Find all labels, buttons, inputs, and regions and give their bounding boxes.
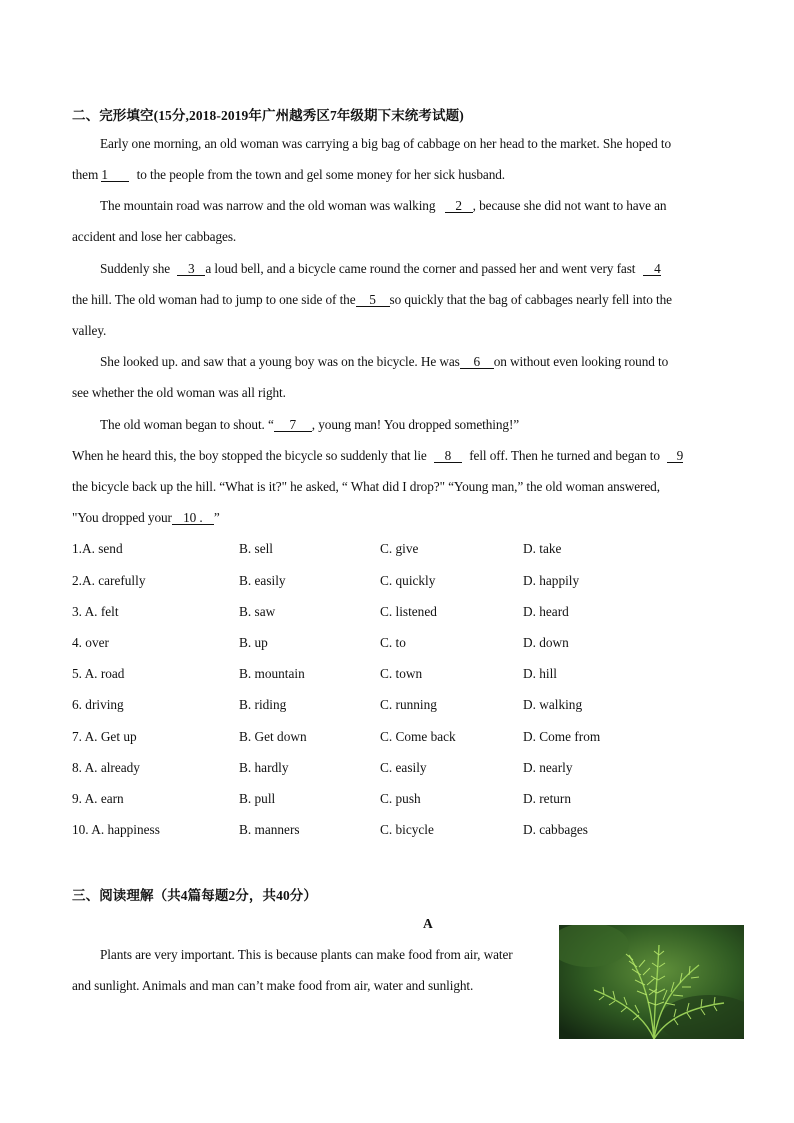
passage-text: a loud bell, and a bicycle came round the corner and passed her and went very fast	[205, 261, 636, 276]
option-1d: D. take	[523, 541, 562, 556]
passage-line: valley.	[72, 323, 107, 338]
passage-line	[100, 198, 667, 214]
passage-text: Suddenly she	[100, 261, 171, 276]
option-4c: C. to	[380, 635, 406, 650]
passage-text: "You dropped your	[72, 510, 172, 525]
option-2d: D. happily	[523, 573, 580, 588]
passage-line: the bicycle back up the hill. “What is it?" he asked, “ What did I drop?" “Young man,” the old woman answered,	[72, 479, 660, 494]
blank-6: 6	[460, 355, 494, 369]
passage-line	[72, 292, 672, 308]
passage-text: the hill. The old woman had to jump to one side of the	[72, 292, 356, 307]
option-4b: B. up	[239, 635, 268, 650]
option-5b: B. mountain	[239, 666, 305, 681]
option-3a: 3. A. felt	[72, 604, 119, 619]
passage-text: The old woman began to shout. “	[100, 417, 274, 432]
option-6b: B. riding	[239, 697, 287, 712]
passage-line	[72, 448, 683, 464]
passage-text: ”	[213, 510, 220, 525]
passage-line	[72, 167, 505, 183]
option-10a: 10. A. happiness	[72, 822, 160, 837]
section-heading-cloze: 二、完形填空(15分,2018-2019年广州越秀区7年级期下末统考试题)	[72, 108, 464, 123]
option-3b: B. saw	[239, 604, 276, 619]
option-5a: 5. A. road	[72, 666, 125, 681]
option-9c: C. push	[380, 791, 421, 806]
fern-illustration	[559, 925, 744, 1039]
option-4d: D. down	[523, 635, 569, 650]
option-10c: C. bicycle	[380, 822, 434, 837]
fern-photo	[559, 925, 744, 1039]
option-5d: D. hill	[523, 666, 557, 681]
option-6a: 6. driving	[72, 697, 124, 712]
blank-5: 5	[356, 293, 390, 307]
option-5c: C. town	[380, 666, 423, 681]
blank-1: 1	[101, 168, 129, 182]
option-10b: B. manners	[239, 822, 300, 837]
option-6c: C. running	[380, 697, 437, 712]
option-9a: 9. A. earn	[72, 791, 124, 806]
option-8c: C. easily	[380, 760, 427, 775]
passage-text: so quickly that the bag of cabbages nearly fell into the	[389, 292, 672, 307]
blank-7: 7	[274, 418, 312, 432]
option-7b: B. Get down	[239, 729, 307, 744]
option-9b: B. pull	[239, 791, 276, 806]
passage-text: , because she did not want to have an	[472, 198, 667, 213]
option-8a: 8. A. already	[72, 760, 140, 775]
option-1a: 1.A. send	[72, 541, 123, 556]
blank-10: 10 .	[172, 511, 214, 525]
option-4a: 4. over	[72, 635, 109, 650]
option-1b: B. sell	[239, 541, 273, 556]
section-heading-reading: 三、阅读理解（共4篇每题2分，共40分）	[72, 888, 317, 903]
option-2c: C. quickly	[380, 573, 436, 588]
passage-line	[100, 354, 668, 370]
passage-text: to the people from the town and gel some money for her sick husband.	[136, 167, 506, 182]
blank-9: 9	[667, 449, 683, 463]
option-10d: D. cabbages	[523, 822, 588, 837]
passage-line: see whether the old woman was all right.	[72, 385, 286, 400]
passage-text: She looked up. and saw that a young boy was on the bicycle. He was	[100, 354, 460, 369]
option-8d: D. nearly	[523, 760, 573, 775]
option-2b: B. easily	[239, 573, 286, 588]
option-3c: C. listened	[380, 604, 437, 619]
option-7d: D. Come from	[523, 729, 601, 744]
passage-text: When he heard this, the boy stopped the bicycle so suddenly that lie	[72, 448, 427, 463]
option-2a: 2.A. carefully	[72, 573, 146, 588]
option-1c: C. give	[380, 541, 419, 556]
passage-text: The mountain road was narrow and the old woman was walking	[100, 198, 436, 213]
blank-8: 8	[434, 449, 462, 463]
passage-line: Early one morning, an old woman was carrying a big bag of cabbage on her head to the market. She hoped to	[100, 136, 672, 151]
passage-text: on without even looking round to	[493, 354, 669, 369]
option-7a: 7. A. Get up	[72, 729, 137, 744]
passage-line	[100, 261, 661, 277]
passage-line: and sunlight. Animals and man can’t make food from air, water and sunlight.	[72, 978, 474, 993]
passage-text: , young man! You dropped something!”	[311, 417, 520, 432]
option-3d: D. heard	[523, 604, 569, 619]
passage-text: fell off. Then he turned and began to	[469, 448, 660, 463]
passage-label: A	[423, 916, 433, 931]
blank-4: 4	[643, 262, 661, 276]
passage-text: them	[72, 167, 99, 182]
option-6d: D. walking	[523, 697, 583, 712]
passage-line	[100, 417, 519, 433]
passage-line: Plants are very important. This is because plants can make food from air, water	[100, 947, 513, 962]
blank-3: 3	[177, 262, 205, 276]
blank-2: 2	[445, 199, 473, 213]
passage-line: accident and lose her cabbages.	[72, 229, 237, 244]
passage-line	[72, 510, 220, 526]
option-7c: C. Come back	[380, 729, 456, 744]
option-9d: D. return	[523, 791, 571, 806]
option-8b: B. hardly	[239, 760, 289, 775]
